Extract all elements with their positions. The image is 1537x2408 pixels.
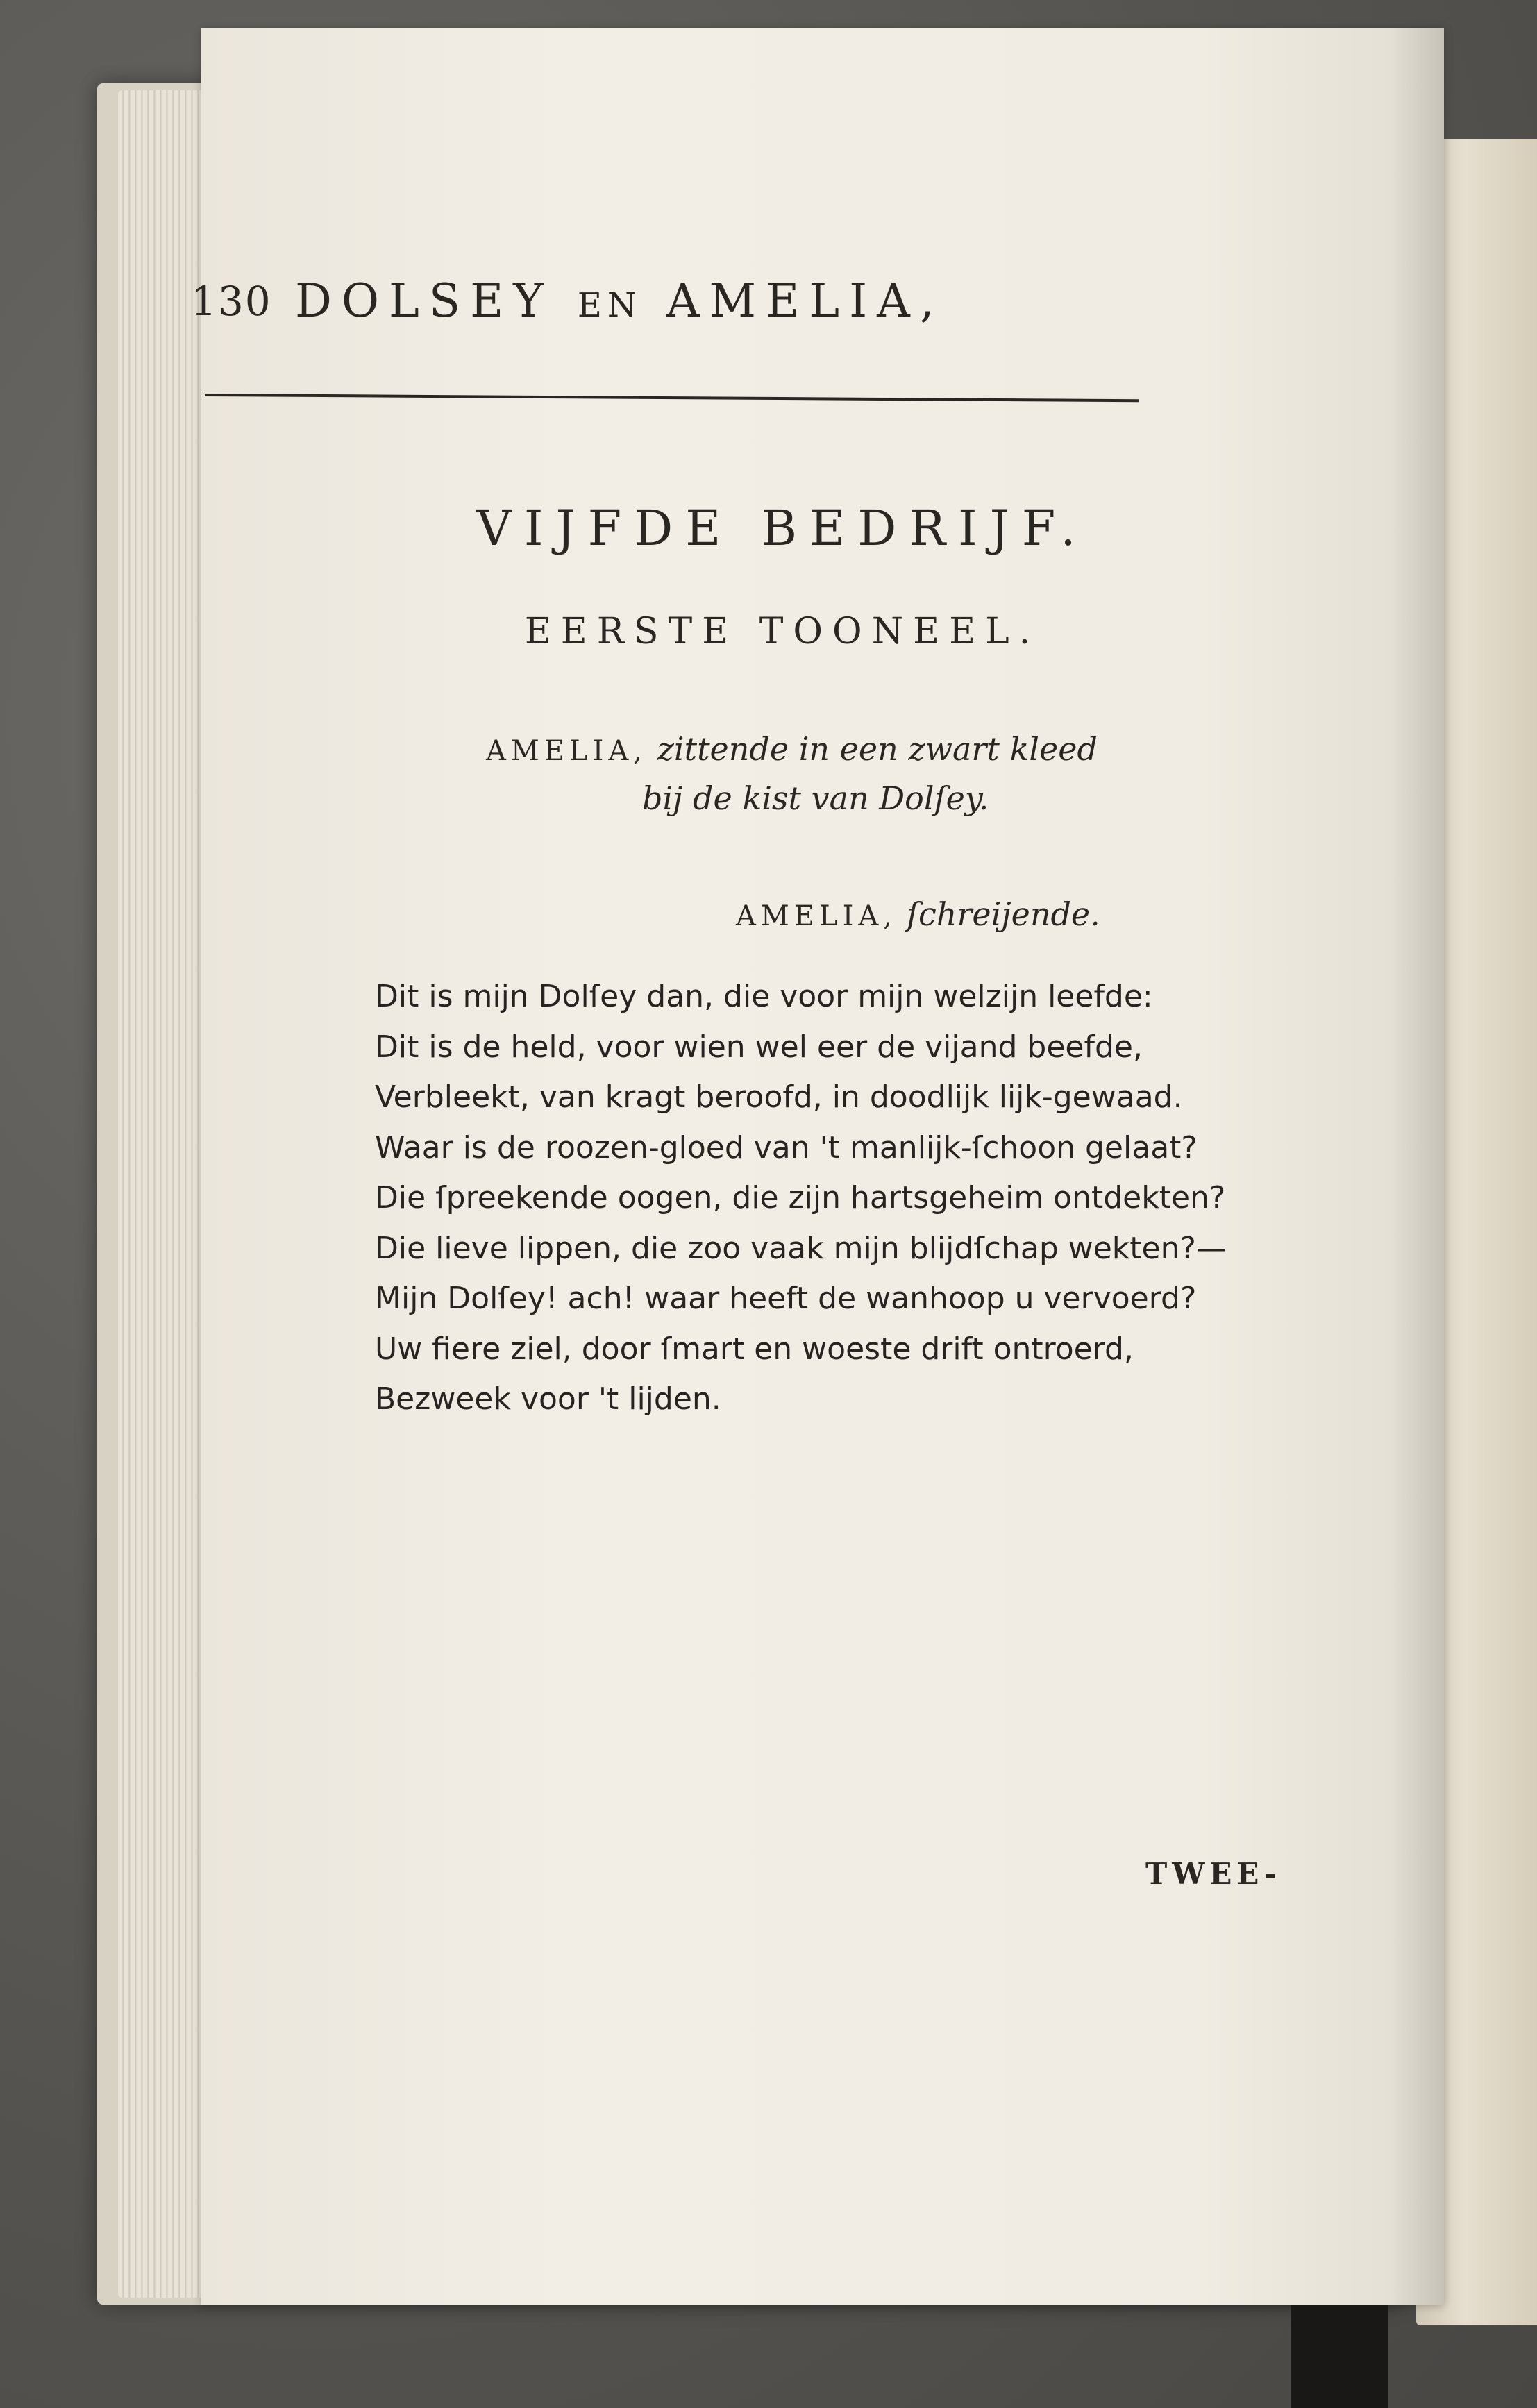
verse-block	[375, 972, 1298, 1425]
verse-line: Die lieve lippen, die zoo vaak mijn blijdſchap wekten?—	[375, 1230, 1227, 1266]
scene-title: EERSTE TOONEEL.	[524, 611, 1041, 652]
verse-line: Dit is de held, voor wien wel eer de vijand beefde,	[375, 1029, 1143, 1065]
stage-direction-text-2: bij de kist van Dolſey.	[642, 780, 989, 817]
speaker-name: AMELIA,	[736, 900, 898, 932]
speaker-manner: ſchreijende.	[907, 895, 1100, 933]
stage-direction	[486, 725, 1250, 822]
verse-line: Uw fiere ziel, door ſmart en woeste drift ontroerd,	[375, 1331, 1134, 1367]
bookmark-ribbon	[1291, 2305, 1388, 2408]
page-number: 130	[191, 278, 272, 325]
spine-shadow	[1388, 28, 1444, 2305]
speaker-heading	[736, 895, 1100, 933]
verse-line: Verbleekt, van kragt beroofd, in doodlijk lijk-gewaad.	[375, 1079, 1183, 1115]
title-part-2: AMELIA,	[666, 274, 944, 328]
verse-line: Bezweek voor 't lijden.	[375, 1381, 721, 1417]
verse-line: Waar is de roozen-gloed van 't manlijk-ſchoon gelaat?	[375, 1129, 1198, 1165]
running-header	[191, 257, 1163, 354]
title-part-1: DOLSEY	[295, 274, 553, 328]
catchword: TWEE-	[1145, 1857, 1282, 1891]
verse-line: Die ſpreekende oogen, die zijn hartsgeheim ontdekten?	[375, 1180, 1226, 1215]
title-conjunction: EN	[577, 286, 642, 325]
stage-direction-text-1: zittende in een zwart kleed	[657, 730, 1098, 768]
verse-line: Dit is mijn Dolſey dan, die voor mijn welzijn leefde:	[375, 979, 1153, 1014]
running-title	[295, 274, 944, 328]
page-edges	[118, 90, 215, 2298]
verse-line: Mijn Dolſey! ach! waar heeft de wanhoop u vervoerd?	[375, 1281, 1197, 1316]
stage-direction-character: AMELIA,	[486, 735, 648, 767]
act-title: VIJFDE BEDRIJF.	[476, 500, 1089, 557]
